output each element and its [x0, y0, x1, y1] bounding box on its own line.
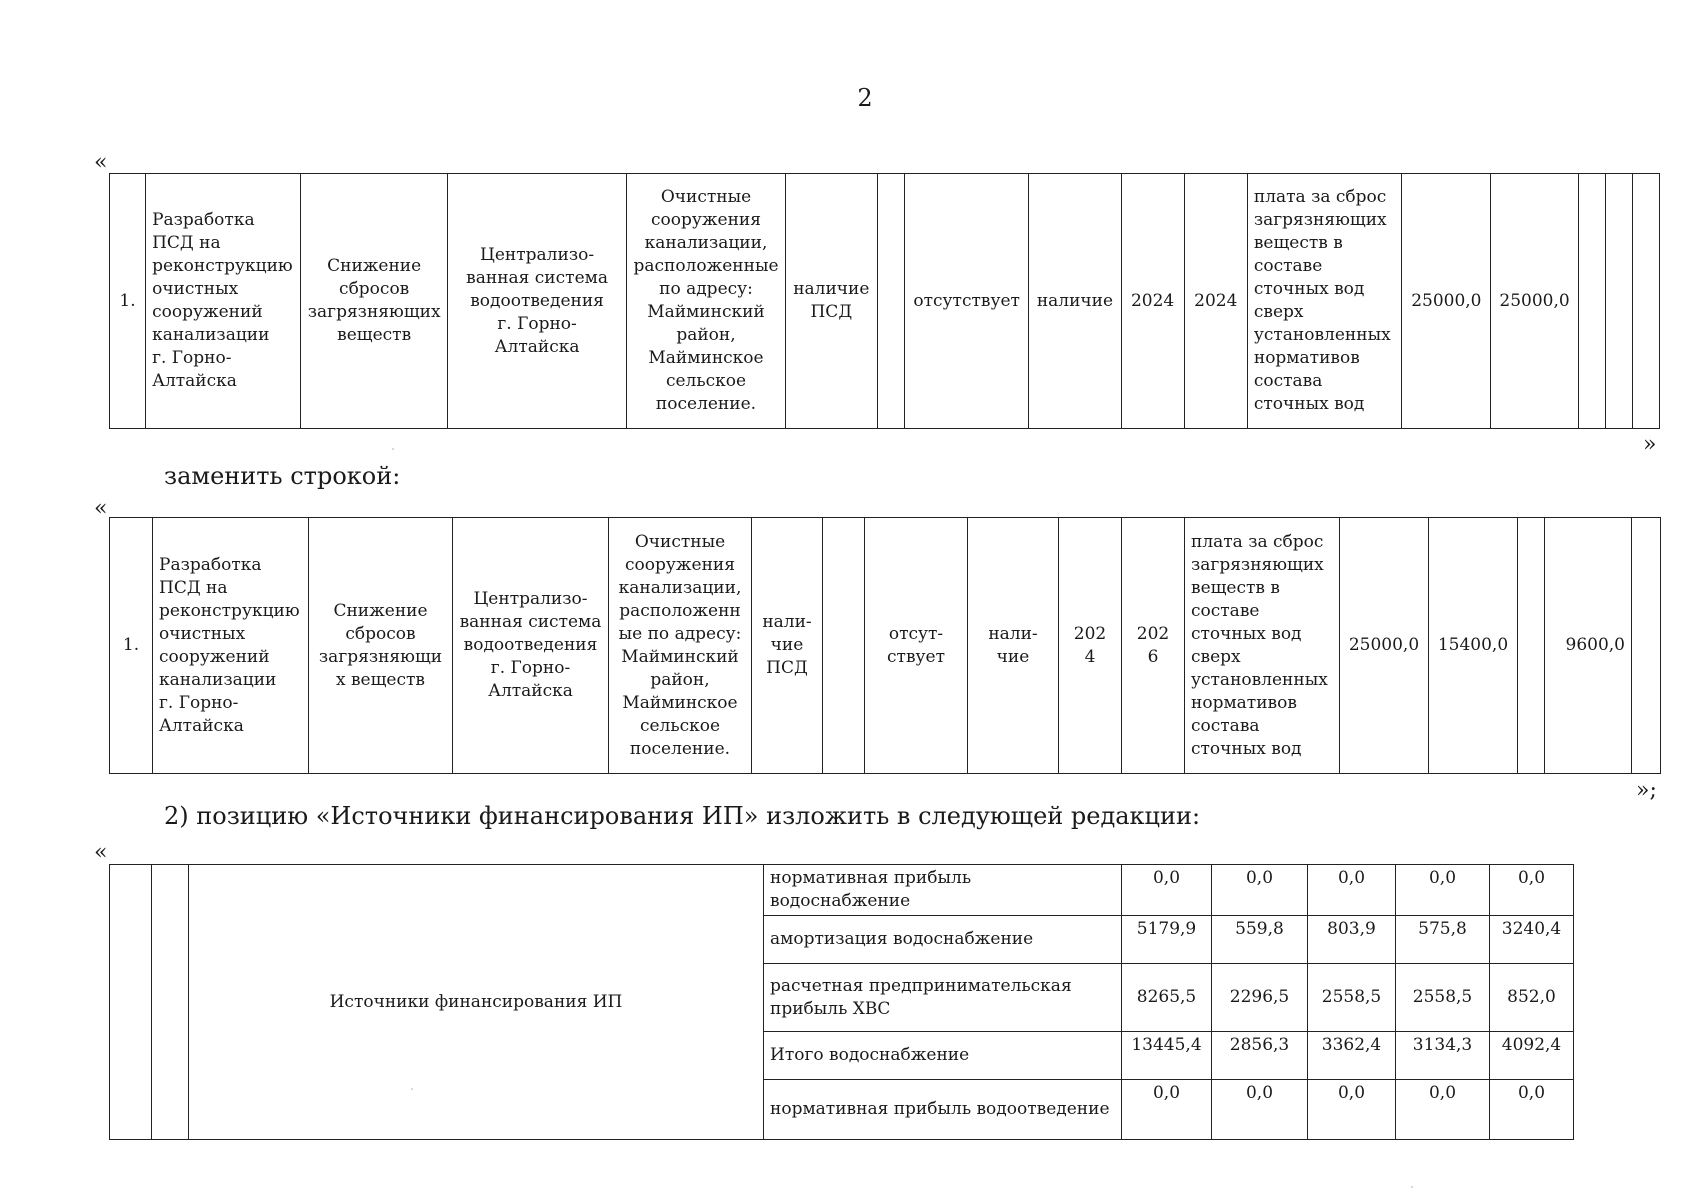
value-before: отсут- ствует: [865, 518, 968, 774]
source-value: 3134,3: [1396, 1032, 1490, 1080]
total-cost: 25000,0: [1340, 518, 1429, 774]
object-location: Очистные сооружения канализации, расположенные по адресу: Майминский район, Майминское сельское поселение.: [627, 174, 785, 429]
effect-description: плата за сброс загрязняющих веществ в составе сточных вод сверх установленных нормативов состава сточных вод: [1247, 174, 1401, 429]
system-name: Централизо- ванная система водоотведения г. Горно- Алтайска: [453, 518, 609, 774]
effect-description: плата за сброс загрязняющих веществ в составе сточных вод сверх установленных нормативов состава сточных вод: [1185, 518, 1340, 774]
row-number: 1.: [110, 174, 146, 429]
source-value: 2856,3: [1212, 1032, 1308, 1080]
source-value: 0,0: [1490, 1080, 1574, 1140]
empty-cell: [877, 174, 904, 429]
closing-quote-1: »: [1643, 432, 1657, 457]
empty-cell: [1632, 174, 1659, 429]
measure-name: Разработка ПСД на реконструкцию очистных сооружений канализации г. Горно- Алтайска: [153, 518, 309, 774]
cost-year-value: 9600,0: [1545, 518, 1632, 774]
source-value: 0,0: [1122, 865, 1212, 916]
measure-goal: Снижение сбросов загрязняющи х веществ: [309, 518, 453, 774]
source-name: нормативная прибыль водоотведение: [764, 1080, 1122, 1140]
cost-year-value: 25000,0: [1491, 174, 1578, 429]
empty-cell: [823, 518, 865, 774]
source-name: Итого водоснабжение: [764, 1032, 1122, 1080]
table-row: [110, 174, 1660, 429]
year-end: 2024: [1184, 174, 1247, 429]
new-row-table: [109, 517, 1661, 774]
source-name: расчетная предпринимательская прибыль ХВС: [764, 964, 1122, 1032]
opening-quote-2: «: [94, 496, 108, 521]
scan-speck: [411, 1088, 413, 1090]
source-value: 0,0: [1212, 865, 1308, 916]
object-location: Очистные сооружения канализации, расположенн ые по адресу: Майминский район, Майминское сельское поселение.: [609, 518, 752, 774]
source-value: 3240,4: [1490, 916, 1574, 964]
financing-sources-table: [109, 864, 1574, 1140]
measure-name: Разработка ПСД на реконструкцию очистных сооружений канализации г. Горно- Алтайска: [146, 174, 301, 429]
table-row: [110, 518, 1661, 774]
indicator: наличие ПСД: [785, 174, 877, 429]
year-start: 2024: [1121, 174, 1184, 429]
empty-cell: [152, 865, 189, 1140]
source-value: 2558,5: [1396, 964, 1490, 1032]
source-value: 0,0: [1490, 865, 1574, 916]
empty-cell: [1578, 174, 1605, 429]
source-value: 8265,5: [1122, 964, 1212, 1032]
source-value: 2558,5: [1308, 964, 1396, 1032]
financing-sources-label: Источники финансирования ИП: [189, 865, 764, 1140]
source-name: амортизация водоснабжение: [764, 916, 1122, 964]
source-value: 3362,4: [1308, 1032, 1396, 1080]
cost-year-value: 15400,0: [1429, 518, 1518, 774]
value-after: наличие: [1029, 174, 1121, 429]
year-end: 202 6: [1122, 518, 1185, 774]
page-number: 2: [857, 84, 873, 112]
source-value: 0,0: [1396, 1080, 1490, 1140]
item-2-instruction: 2) позицию «Источники финансирования ИП» изложить в следующей редакции:: [164, 802, 1201, 830]
opening-quote-3: «: [94, 840, 108, 865]
empty-cell: [1518, 518, 1545, 774]
scan-speck: [392, 448, 394, 450]
source-value: 0,0: [1122, 1080, 1212, 1140]
source-value: 2296,5: [1212, 964, 1308, 1032]
source-value: 803,9: [1308, 916, 1396, 964]
system-name: Централизо- ванная система водоотведения г. Горно- Алтайска: [447, 174, 626, 429]
table-row: [110, 865, 1574, 916]
source-name: нормативная прибыль водоснабжение: [764, 865, 1122, 916]
value-before: отсутствует: [905, 174, 1029, 429]
scan-speck: [1411, 1186, 1413, 1188]
closing-quote-2: »;: [1636, 778, 1657, 803]
value-after: нали- чие: [968, 518, 1059, 774]
row-number: 1.: [110, 518, 153, 774]
measure-goal: Снижение сбросов загрязняющих веществ: [301, 174, 447, 429]
source-value: 4092,4: [1490, 1032, 1574, 1080]
empty-cell: [110, 865, 152, 1140]
indicator: нали- чие ПСД: [752, 518, 823, 774]
source-value: 0,0: [1396, 865, 1490, 916]
year-start: 202 4: [1059, 518, 1122, 774]
source-value: 575,8: [1396, 916, 1490, 964]
replace-instruction: заменить строкой:: [164, 462, 401, 490]
source-value: 5179,9: [1122, 916, 1212, 964]
source-value: 0,0: [1308, 865, 1396, 916]
empty-cell: [1605, 174, 1632, 429]
source-value: 0,0: [1308, 1080, 1396, 1140]
opening-quote-1: «: [94, 150, 108, 175]
source-value: 852,0: [1490, 964, 1574, 1032]
old-row-table: [109, 173, 1660, 429]
source-value: 0,0: [1212, 1080, 1308, 1140]
source-value: 559,8: [1212, 916, 1308, 964]
empty-cell: [1632, 518, 1661, 774]
source-value: 13445,4: [1122, 1032, 1212, 1080]
total-cost: 25000,0: [1402, 174, 1491, 429]
